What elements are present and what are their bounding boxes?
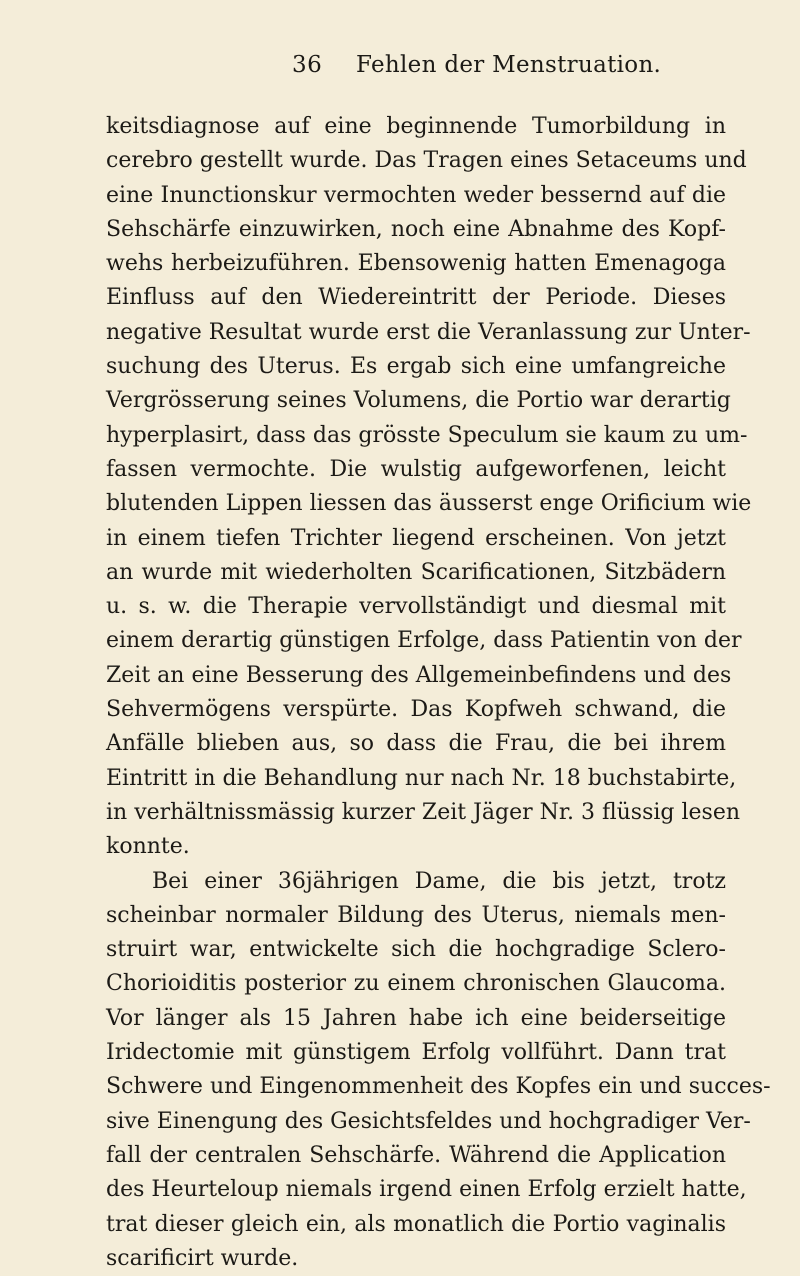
text-line: suchung des Uterus. Es ergab sich eine umfangreiche bbox=[106, 354, 726, 380]
text-line: Sehschärfe einzuwirken, noch eine Abnahme des Kopf- bbox=[106, 216, 726, 242]
text-line: Anfälle blieben aus, so dass die Frau, die bei ihrem bbox=[106, 731, 726, 757]
text-line: eine Inunctionskur vermochten weder bessernd auf die bbox=[106, 182, 726, 208]
text-line: einem derartig günstigen Erfolge, dass Patientin von der bbox=[106, 628, 742, 654]
text-line: Sehvermögens verspürte. Das Kopfweh schwand, die bbox=[106, 697, 726, 723]
text-line: Iridectomie mit günstigem Erfolg vollführt. Dann trat bbox=[106, 1040, 726, 1066]
text-line: struirt war, entwickelte sich die hochgradige Sclero- bbox=[106, 937, 726, 963]
text-line: hyperplasirt, dass das grösste Speculum sie kaum zu um- bbox=[106, 422, 748, 448]
paragraph bbox=[106, 865, 771, 1276]
text-line: Eintritt in die Behandlung nur nach Nr. 18 buchstabirte, bbox=[106, 765, 737, 791]
text-line: wehs herbeizuführen. Ebensowenig hatten Emenagoga bbox=[106, 251, 726, 277]
text-line: Chorioiditis posterior zu einem chronischen Glaucoma. bbox=[106, 971, 726, 997]
text-line: an wurde mit wiederholten Scarificationen, Sitzbädern bbox=[106, 559, 726, 585]
text-line: u. s. w. die Therapie vervollständigt und diesmal mit bbox=[106, 594, 726, 620]
text-line: cerebro gestellt wurde. Das Tragen eines Setaceums und bbox=[106, 148, 747, 174]
text-line: Schwere und Eingenommenheit des Kopfes ein und succes- bbox=[106, 1074, 771, 1100]
text-line: Vergrösserung seines Volumens, die Portio war derartig bbox=[106, 388, 731, 414]
text-line: Vor länger als 15 Jahren habe ich eine beiderseitige bbox=[106, 1005, 726, 1031]
text-line: in einem tiefen Trichter liegend erscheinen. Von jetzt bbox=[106, 525, 726, 551]
text-line: scheinbar normaler Bildung des Uterus, niemals men- bbox=[106, 902, 726, 928]
body-text bbox=[106, 110, 771, 1276]
text-line: trat dieser gleich ein, als monatlich die Portio vaginalis bbox=[106, 1211, 726, 1237]
page-number: 36 bbox=[292, 52, 323, 78]
text-line: negative Resultat wurde erst die Veranlassung zur Unter- bbox=[106, 319, 751, 345]
paragraph bbox=[106, 110, 752, 865]
text-line: Bei einer 36jährigen Dame, die bis jetzt, trotz bbox=[152, 868, 726, 894]
text-line: sive Einengung des Gesichtsfeldes und hochgradiger Ver- bbox=[106, 1108, 751, 1134]
text-line: des Heurteloup niemals irgend einen Erfolg erzielt hatte, bbox=[106, 1177, 747, 1203]
text-line: keitsdiagnose auf eine beginnende Tumorbildung in bbox=[106, 114, 726, 139]
running-title: Fehlen der Menstruation. bbox=[356, 52, 662, 78]
page-header bbox=[0, 48, 800, 82]
text-line: in verhältnissmässig kurzer Zeit Jäger Nr. 3 flüssig lesen bbox=[106, 799, 741, 825]
text-line: Zeit an eine Besserung des Allgemeinbefindens und des bbox=[106, 662, 732, 688]
text-line: scarificirt wurde. bbox=[106, 1245, 299, 1271]
text-line: Einfluss auf den Wiedereintritt der Periode. Dieses bbox=[106, 285, 726, 311]
text-line: konnte. bbox=[106, 834, 190, 860]
text-line: blutenden Lippen liessen das äusserst enge Orificium wie bbox=[106, 491, 752, 517]
text-line: fall der centralen Sehschärfe. Während die Application bbox=[106, 1142, 726, 1168]
text-line: fassen vermochte. Die wulstig aufgeworfenen, leicht bbox=[106, 456, 726, 482]
